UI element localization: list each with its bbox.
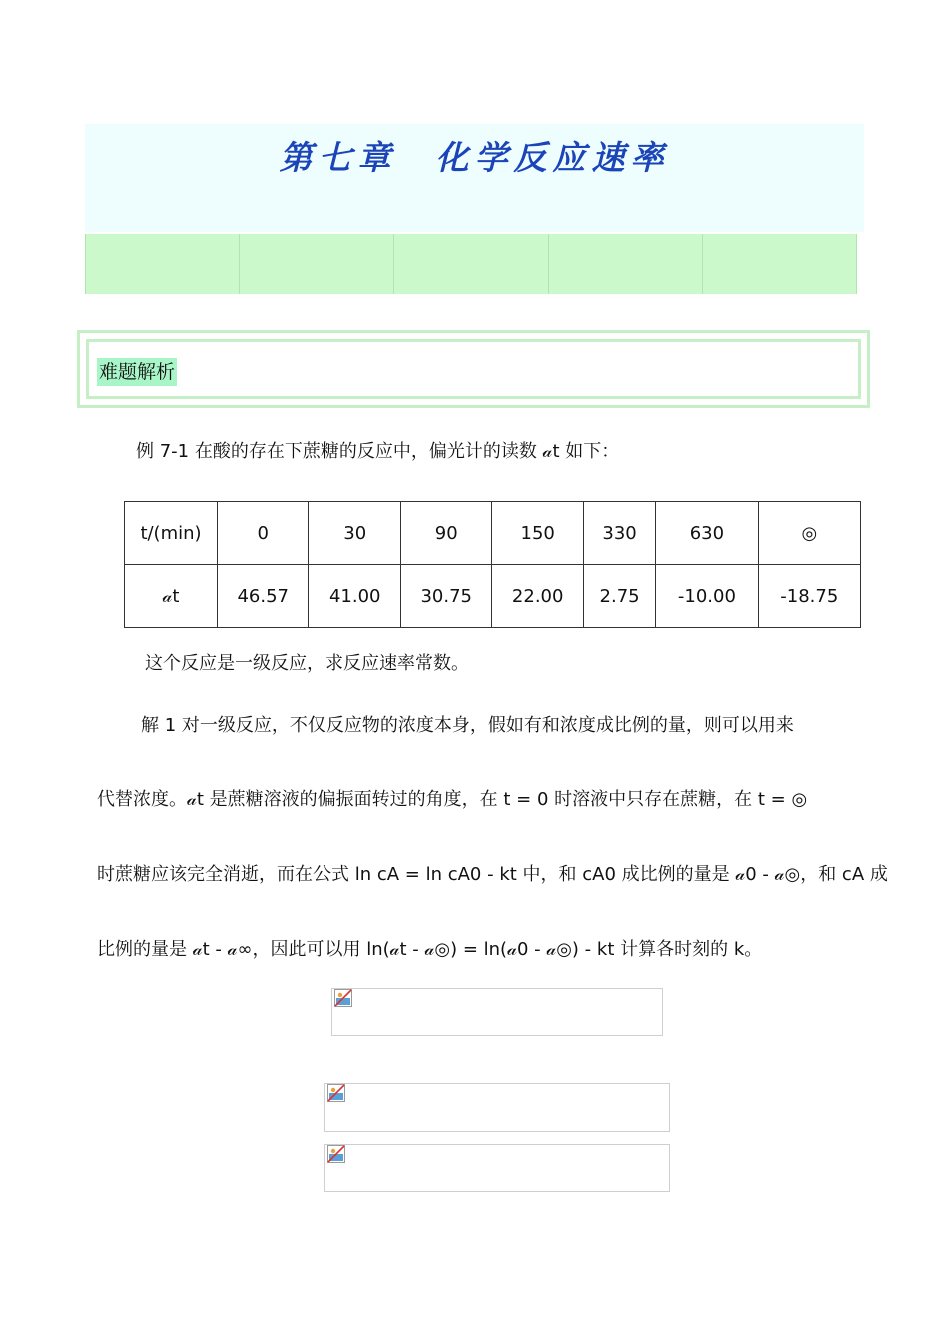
table-row	[125, 565, 861, 628]
table-cell: 330	[583, 502, 655, 565]
data-table	[124, 501, 861, 628]
section-frame	[77, 330, 870, 408]
broken-image-icon	[327, 1084, 345, 1102]
table-cell: 30	[309, 502, 400, 565]
paragraph: 解 1 对一级反应，不仅反应物的浓度本身，假如有和浓度成比例的量，则可以用来	[141, 715, 794, 736]
table-header-cell: t/(min)	[125, 502, 218, 565]
nav-cell-3[interactable]	[394, 234, 548, 294]
nav-bar	[85, 234, 857, 294]
formula-image	[331, 988, 663, 1036]
broken-image-icon	[327, 1145, 345, 1163]
section-heading: 难题解析	[97, 358, 177, 386]
table-cell: 0	[218, 502, 309, 565]
table-cell: 2.75	[583, 565, 655, 628]
paragraph: 这个反应是一级反应，求反应速率常数。	[145, 653, 469, 674]
table-cell: ◎	[758, 502, 860, 565]
nav-cell-2[interactable]	[240, 234, 394, 294]
table-cell: -18.75	[758, 565, 860, 628]
example-intro: 例 7-1 在酸的存在下蔗糖的反应中，偏光计的读数 𝒶t 如下：	[136, 441, 620, 462]
title-banner	[85, 124, 864, 232]
table-row	[125, 502, 861, 565]
table-header-cell: 𝒶t	[125, 565, 218, 628]
page-title: 第七章 化学反应速率	[279, 138, 670, 177]
table-cell: 30.75	[400, 565, 491, 628]
formula-image	[324, 1144, 670, 1192]
table-cell: 90	[400, 502, 491, 565]
paragraph: 代替浓度。𝒶t 是蔗糖溶液的偏振面转过的角度，在 t = 0 时溶液中只存在蔗糖，在 t = ◎	[97, 789, 808, 810]
paragraph: 比例的量是 𝒶t - 𝒶∞，因此可以用 ln(𝒶t - 𝒶◎) = ln(𝒶0 - 𝒶◎) - kt 计算各时刻的 k。	[97, 939, 763, 960]
formula-image	[324, 1083, 670, 1132]
table-cell: 150	[492, 502, 583, 565]
nav-cell-5[interactable]	[703, 234, 857, 294]
nav-cell-1[interactable]	[85, 234, 240, 294]
table-cell: -10.00	[656, 565, 758, 628]
table-cell: 22.00	[492, 565, 583, 628]
broken-image-icon	[334, 989, 352, 1007]
table-cell: 46.57	[218, 565, 309, 628]
table-cell: 630	[656, 502, 758, 565]
paragraph: 时蔗糖应该完全消逝，而在公式 ln cA = ln cA0 - kt 中，和 cA0 成比例的量是 𝒶0 - 𝒶◎，和 cA 成	[97, 864, 888, 885]
table-cell: 41.00	[309, 565, 400, 628]
section-frame-inner	[86, 339, 861, 399]
nav-cell-4[interactable]	[549, 234, 703, 294]
